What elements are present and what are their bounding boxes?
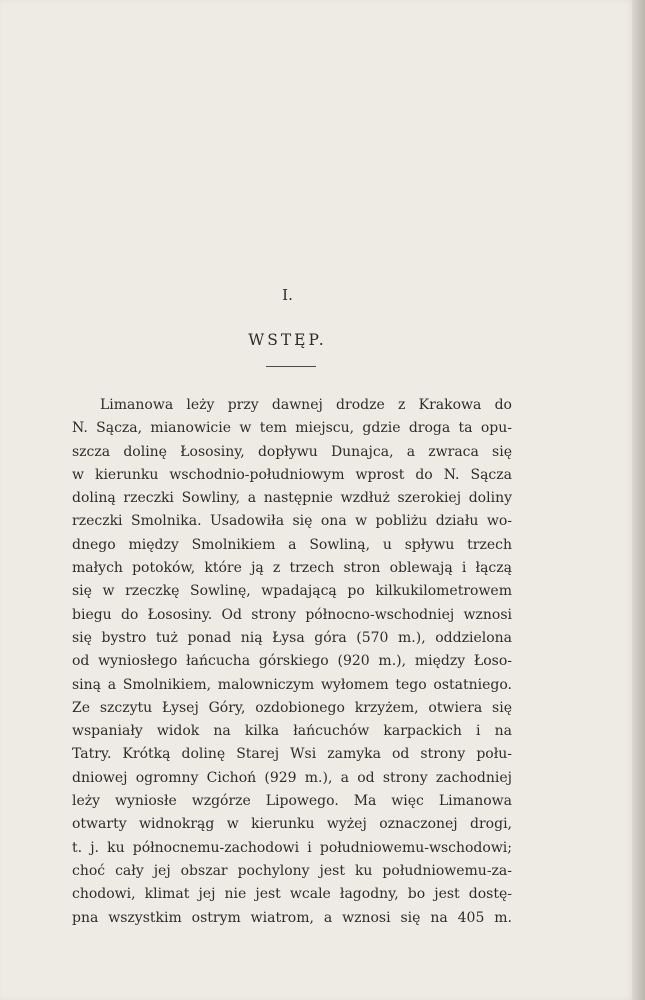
chapter-number: I. bbox=[282, 286, 293, 304]
text-line: wspaniały widok na kilka łańcuchów karpackich i na bbox=[72, 723, 512, 740]
text-line: Tatry. Krótką dolinę Starej Wsi zamyka od strony połu- bbox=[72, 746, 512, 763]
text-line: biegu do Łososiny. Od strony północno-wschodniej wznosi bbox=[72, 606, 512, 623]
text-line: rzeczki Smolnika. Usadowiła się ona w pobliżu działu wo- bbox=[72, 513, 512, 530]
title-divider bbox=[266, 366, 316, 367]
page-edge bbox=[632, 0, 645, 1000]
text-line: choć cały jej obszar pochylony jest ku południowemu-za- bbox=[72, 862, 512, 879]
text-line: chodowi, klimat jej nie jest wcale łagodny, bo jest dostę- bbox=[72, 886, 512, 903]
text-line: szcza dolinę Łososiny, dopływu Dunajca, a zwraca się bbox=[72, 443, 512, 460]
body-paragraph bbox=[72, 394, 512, 930]
text-line: Limanowa leży przy dawnej drodze z Krakowa do bbox=[100, 397, 512, 413]
text-line: od wyniosłego łańcucha górskiego (920 m.), między Łoso- bbox=[72, 653, 512, 670]
text-line: otwarty widnokrąg w kierunku wyżej oznaczonej drogi, bbox=[72, 816, 512, 833]
text-line: się w rzeczkę Sowlinę, wpadającą po kilkukilometrowem bbox=[72, 583, 512, 600]
text-line: siną a Smolnikiem, malowniczym wyłomem tego ostatniego. bbox=[72, 676, 512, 693]
text-line: doliną rzeczki Sowliny, a następnie wzdłuż szerokiej doliny bbox=[72, 490, 512, 507]
text-line: leży wyniosłe wzgórze Lipowego. Ma więc Limanowa bbox=[72, 793, 512, 810]
text-line: dnego między Smolnikiem a Sowliną, u spływu trzech bbox=[72, 536, 512, 553]
text-line: dniowej ogromny Cichoń (929 m.), a od strony zachodniej bbox=[72, 769, 512, 786]
text-line: w kierunku wschodnio-południowym wprost do N. Sącza bbox=[72, 466, 512, 483]
text-line: małych potoków, które ją z trzech stron oblewają i łączą bbox=[72, 560, 512, 577]
text-line: się bystro tuż ponad nią Łysa góra (570 m.), oddzielona bbox=[72, 629, 512, 646]
text-line: pna wszystkim ostrym wiatrom, a wznosi się na 405 m. bbox=[72, 909, 512, 926]
text-line: Ze szczytu Łysej Góry, ozdobionego krzyżem, otwiera się bbox=[72, 699, 512, 716]
text-line: t. j. ku północnemu-zachodowi i południowemu-wschodowi; bbox=[72, 839, 512, 856]
text-line: N. Sącza, mianowicie w tem miejscu, gdzie droga ta opu- bbox=[72, 420, 512, 437]
chapter-title: WSTĘP. bbox=[248, 331, 327, 349]
